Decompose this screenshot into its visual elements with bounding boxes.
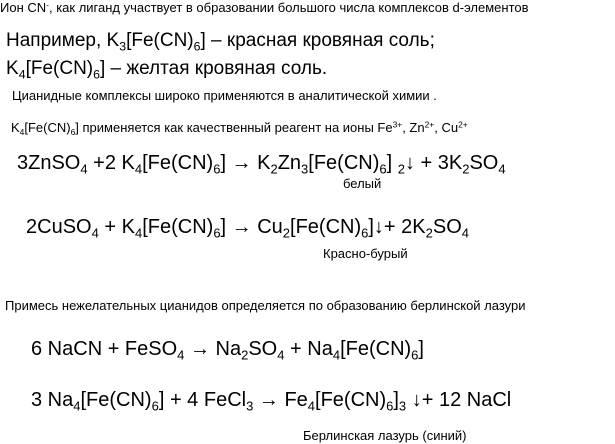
subscript: 3: [398, 398, 407, 414]
text: [Fe(CN): [340, 338, 412, 360]
subscript: 6: [386, 398, 394, 414]
subscript: 4: [80, 161, 88, 177]
reagent-line: [11, 119, 468, 137]
subscript: 4: [177, 347, 185, 363]
text: ] → Cu: [220, 216, 283, 238]
subscript: 2: [270, 161, 278, 177]
text: + Na: [284, 338, 333, 360]
impurity-note: Примесь нежелательных цианидов определяется по образованию берлинской лазури: [5, 298, 526, 313]
text: 2CuSO: [26, 216, 92, 238]
text: → Na: [184, 338, 242, 360]
text: ]↓+ 2K: [368, 216, 426, 238]
equation-copper: [26, 216, 470, 241]
subscript: 4: [134, 225, 143, 241]
subscript: 6: [151, 398, 159, 414]
text: [Fe(CN): [25, 58, 94, 79]
text: 3 Na: [31, 389, 74, 411]
text: [Fe(CN): [142, 216, 214, 238]
subscript: 4: [277, 347, 285, 363]
text: ] – желтая кровяная соль.: [100, 58, 328, 79]
text: ] → K: [220, 152, 271, 174]
text: → Fe: [253, 389, 308, 411]
equation-prussian-blue: [31, 389, 512, 414]
text: Например, K: [6, 30, 120, 51]
copper-precipitate-color: Красно-бурый: [323, 246, 408, 261]
text: Zn: [277, 152, 302, 174]
prussian-blue-label: Берлинская лазурь (синий): [303, 428, 467, 443]
subscript: 4: [18, 67, 26, 82]
text: SO: [432, 216, 462, 238]
text: [Fe(CN): [80, 389, 152, 411]
subscript: 2: [462, 161, 470, 177]
analytical-note: Цианидные комплексы широко применяются в аналитической химии .: [12, 88, 437, 103]
subscript: 4: [332, 347, 341, 363]
subscript: 6: [70, 126, 76, 137]
text: 3ZnSO: [17, 152, 81, 174]
text: , Zn: [402, 120, 425, 135]
example-red-line: [6, 30, 435, 54]
subscript: 6: [213, 161, 221, 177]
subscript: 2: [282, 225, 291, 241]
charge-sup: 3+: [392, 119, 403, 130]
text: + K: [98, 216, 135, 238]
subscript: 4: [498, 161, 506, 177]
text: ] + 4 FeCl: [158, 389, 247, 411]
text: [Fe(CN): [142, 152, 214, 174]
text: [Fe(CN): [24, 120, 71, 135]
text: , Cu: [434, 120, 459, 135]
text: SO: [469, 152, 499, 174]
subscript: 4: [91, 225, 99, 241]
text: [Fe(CN): [126, 30, 194, 51]
text: [Fe(CN): [315, 389, 387, 411]
subscript: 2: [397, 161, 405, 177]
text: ]: [386, 152, 398, 174]
text: K: [6, 58, 19, 79]
example-yellow-line: [6, 58, 328, 82]
subscript: 6: [93, 67, 100, 82]
text: ]: [418, 338, 424, 360]
subscript: 2: [241, 347, 249, 363]
subscript: 6: [411, 347, 419, 363]
text: ↓ + 3K: [404, 152, 463, 174]
subscript: 3: [119, 39, 127, 54]
intro-text: Ион CN: [0, 0, 47, 15]
subscript: 2: [425, 225, 433, 241]
subscript: 6: [193, 39, 201, 54]
text: ] применяется как качественный реагент на ионы Fe: [75, 120, 393, 135]
text: ] – красная кровяная соль;: [200, 30, 435, 51]
text: 6 NaCN + FeSO: [31, 338, 178, 360]
subscript: 4: [73, 398, 81, 414]
subscript: 3: [301, 161, 309, 177]
text: SO: [248, 338, 278, 360]
subscript: 4: [19, 126, 25, 137]
charge-sup: 2+: [458, 119, 468, 130]
subscript: 4: [461, 225, 470, 241]
zinc-precipitate-color: белый: [343, 176, 382, 191]
subscript: 4: [307, 398, 316, 414]
text: [Fe(CN): [308, 152, 380, 174]
subscript: 6: [379, 161, 387, 177]
equation-nacn: [31, 338, 424, 363]
subscript: 6: [213, 225, 221, 241]
intro-line: [0, 1, 529, 14]
equation-zinc: [17, 152, 506, 177]
text: ↓+ 12 NaCl: [406, 389, 512, 411]
text: K: [11, 120, 20, 135]
text: [Fe(CN): [290, 216, 362, 238]
charge-sup: -: [46, 0, 49, 10]
subscript: 6: [361, 225, 369, 241]
subscript: 3: [246, 398, 254, 414]
text: ]: [393, 389, 399, 411]
subscript: 4: [134, 161, 143, 177]
intro-text-rest: , как лиганд участвует в образовании большого числа комплексов d-элементов: [48, 0, 529, 15]
text: +2 K: [87, 152, 135, 174]
charge-sup: 2+: [424, 119, 435, 130]
